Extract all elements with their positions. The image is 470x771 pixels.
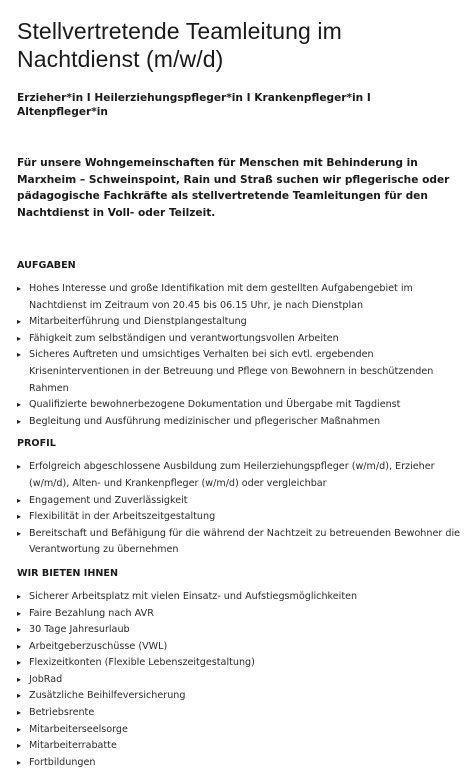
list-item: [17, 672, 465, 689]
list-item: [17, 755, 465, 771]
list-item-text: Zusätzliche Beihilfeversicherung: [29, 690, 186, 702]
list-item-text: Arbeitgeberzuschüsse (VWL): [29, 640, 168, 652]
bullet-icon: ▸: [17, 317, 22, 327]
list-item-text: Hohes Interesse und große Identifikation mit dem gestellten Aufgabengebiet im Nachtdienst im Zeitraum von 20.45 bis 06.15 Uhr, je nach Dienstplan: [29, 283, 413, 311]
list-item: [17, 688, 465, 705]
list-wir-bieten-ihnen: [17, 589, 465, 771]
list-item-text: Mitarbeiterführung und Dienstplangestaltung: [29, 316, 247, 328]
list-item-text: Bereitschaft und Befähigung für die während der Nachtzeit zu betreuenden Bewohner die Verantwortung zu übernehmen: [29, 527, 461, 556]
job-title: Stellvertretende Teamleitung im Nachtdienst (m/w/d): [17, 18, 342, 72]
bullet-icon: ▸: [17, 625, 22, 635]
list-item-text: Sicherer Arbeitsplatz mit vielen Einsatz- und Aufstiegsmöglichkeiten: [29, 590, 358, 602]
job-posting: [17, 0, 465, 771]
list-item: [17, 589, 465, 606]
bullet-icon: ▸: [17, 400, 22, 410]
list-item-text: Betriebsrente: [29, 707, 95, 719]
bullet-icon: ▸: [17, 741, 22, 751]
list-item: [17, 655, 465, 672]
list-item: [17, 738, 465, 755]
bullet-icon: ▸: [17, 658, 22, 668]
list-item-text: Engagement und Zuverlässigkeit: [29, 494, 188, 506]
list-item: [17, 622, 465, 639]
list-item: [17, 722, 465, 739]
list-item: [17, 459, 465, 492]
list-item: [17, 509, 465, 526]
list-item: [17, 493, 465, 510]
list-item: [17, 314, 465, 331]
list-item-text: 30 Tage Jahresurlaub: [29, 624, 130, 636]
list-item: [17, 281, 465, 314]
section-heading-wir-bieten-ihnen: WIR BIETEN IHNEN: [17, 567, 118, 579]
list-item-text: Erfolgreich abgeschlossene Ausbildung zum Heilerziehungspfleger (w/m/d), Erzieher (w/m/d), Alten- und Krankenpfleger (w/m/d) oder vergleichbar: [29, 461, 435, 489]
list-item-text: Mitarbeiterseelsorge: [29, 723, 128, 735]
list-item-text: Flexizeitkonten (Flexible Lebenszeitgestaltung): [29, 657, 255, 669]
list-item-text: Qualifizierte bewohnerbezogene Dokumentation und Übergabe mit Tagdienst: [29, 399, 401, 411]
bullet-icon: ▸: [17, 528, 22, 538]
bullet-icon: ▸: [17, 591, 22, 601]
list-profil: [17, 459, 465, 559]
job-subtitle: Erzieher*in I Heilerziehungspfleger*in I Krankenpfleger*in I Altenpfleger*in: [17, 92, 371, 118]
bullet-icon: ▸: [17, 462, 22, 472]
list-item-text: Fähigkeit zum selbständigen und verantwortungsvollen Arbeiten: [29, 332, 339, 344]
bullet-icon: ▸: [17, 708, 22, 718]
list-item: [17, 705, 465, 722]
list-item-text: Begleitung und Ausführung medizinischer und pflegerischer Maßnahmen: [29, 415, 381, 427]
list-item: [17, 639, 465, 656]
job-intro: Für unsere Wohngemeinschaften für Menschen mit Behinderung in Marxheim – Schweinspoint, Rain und Straß suchen wir pflegerische oder pädagogische Fachkräfte als stellvertretende Teamleitungen für den Nachtdienst in Voll- oder Teilzeit.: [17, 157, 450, 219]
bullet-icon: ▸: [17, 641, 22, 651]
list-item: [17, 347, 465, 397]
list-item-text: Fortbildungen: [29, 756, 96, 768]
list-aufgaben: [17, 281, 465, 430]
list-item-text: Sicheres Auftreten und umsichtiges Verhalten bei sich evtl. ergebenden Kriseninterventionen in der Betreuung und Pflege von Bewohnern in beschützenden Rahmen: [29, 349, 434, 394]
bullet-icon: ▸: [17, 608, 22, 618]
list-item: [17, 397, 465, 414]
list-item: [17, 331, 465, 348]
list-item: [17, 526, 465, 559]
section-heading-aufgaben: AUFGABEN: [17, 260, 76, 271]
list-item-text: Flexibilität in der Arbeitszeitgestaltung: [29, 511, 216, 523]
section-heading-profil: PROFIL: [17, 438, 56, 450]
bullet-icon: ▸: [17, 691, 22, 701]
bullet-icon: ▸: [17, 284, 22, 293]
bullet-icon: ▸: [17, 512, 22, 522]
bullet-icon: ▸: [17, 333, 22, 343]
bullet-icon: ▸: [17, 757, 22, 767]
bullet-icon: ▸: [17, 724, 22, 734]
list-item-text: Faire Bezahlung nach AVR: [29, 607, 154, 619]
list-item: [17, 606, 465, 623]
bullet-icon: ▸: [17, 350, 22, 360]
list-item-text: Mitarbeiterrabatte: [29, 740, 117, 752]
bullet-icon: ▸: [17, 495, 22, 505]
bullet-icon: ▸: [17, 416, 22, 426]
bullet-icon: ▸: [17, 674, 22, 684]
list-item: [17, 414, 465, 431]
list-item-text: JobRad: [29, 673, 63, 685]
